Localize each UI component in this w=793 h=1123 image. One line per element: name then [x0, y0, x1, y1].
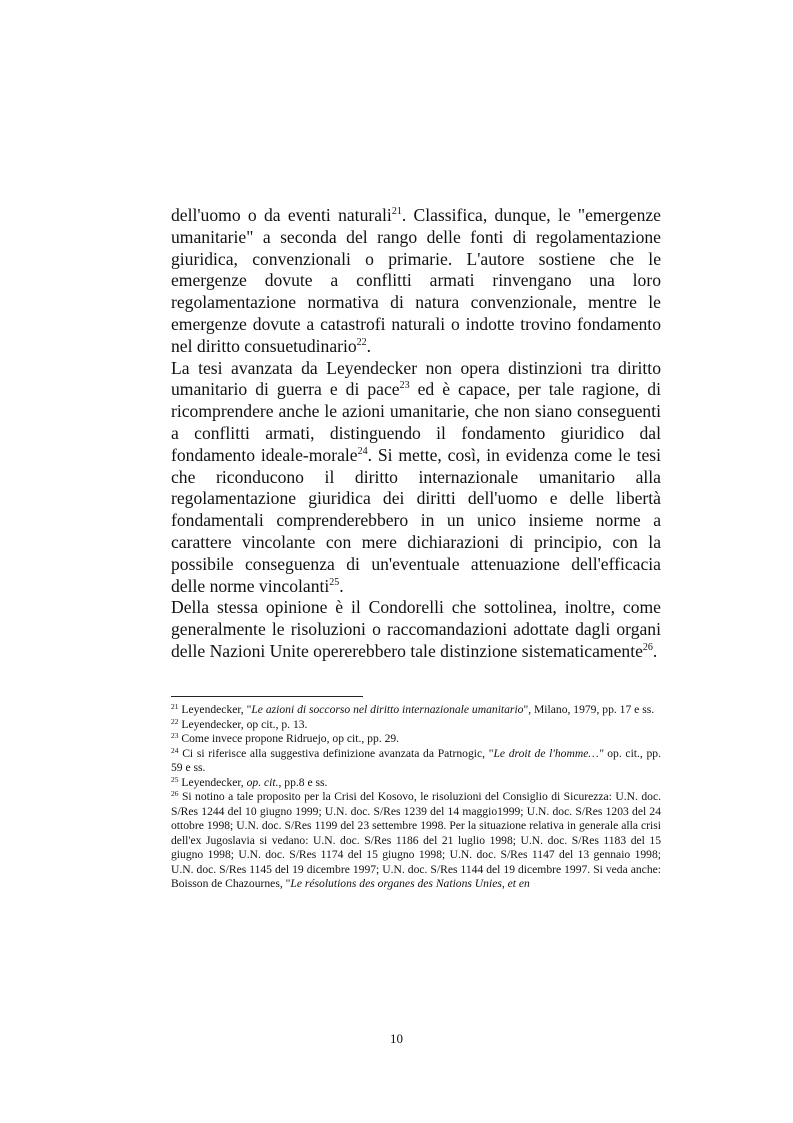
footnote-26: $^{26}$ Si notino a tale proposito per la Crisi del Kosovo, le risoluzioni del Consiglio di Sicurezza: U.N. doc. S/Res 1244 del 10 giugno 1999; U.N. doc. S/Res 1239 del 14 maggio1999; U.N. doc. S/Res 1203 del 24 ottobre 1998; U.N. doc. S/Res 1199 del 23 settembre 1998. Per la situazione relativa in generale alla crisi dell'ex Jugoslavia si vedano: U.N. doc. S/Res 1186 del 21 luglio 1998; U.N. doc. S/Res 1183 del 15 giugno 1998; U.N. doc. S/Res 1174 del 15 giugno 1998; U.N. doc. S/Res 1147 del 13 gennaio 1998; U.N. doc. S/Res 1145 del 19 dicembre 1997; U.N. doc. S/Res 1144 del 19 dicembre 1997. Si veda anche: Boisson de Chazournes, "Le résolutions des organes des Nations Unies, et en — [171, 789, 661, 890]
footnote-separator — [171, 696, 363, 697]
footnote-ref-24[interactable]: 24 — [357, 445, 368, 457]
footnote-21: $^{21}$ Leyendecker, "Le azioni di soccorso nel diritto internazionale umanitario", Milano, 1979, pp. 17 e ss. — [171, 702, 655, 716]
footnote-24: $^{24}$ Ci si riferisce alla suggestiva definizione avanzata da Patrnogic, "Le droit de l'homme…" op. cit., pp. 59 e ss. — [171, 745, 661, 774]
page-number: 10 — [390, 1031, 403, 1046]
footnote-25: $^{25}$ Leyendecker, op. cit., pp.8 e ss. — [171, 774, 328, 789]
main-text — [171, 205, 661, 663]
footnote-22: $^{22}$ Leyendecker, op cit., p. 13. — [171, 716, 308, 731]
paragraph-2: La tesi avanzata da Leyendecker non opera distinzioni tra diritto umanitario di guerra e di pace$^{23}$ ed è capace, per tale ragione, di ricomprendere anche le azioni umanitarie, che non siano conseguenti a conflitti armati, distinguendo il fondamento giuridico dal fondamento ideale-morale$^{24}$. Si mette, così, in evidenza come le tesi che riconducono il diritto internazionale umanitario alla regolamentazione giuridica dei diritti dell'uomo e delle libertà fondamentali comprenderebbero in un unico insieme norme a carattere vincolante con mere dichiarazioni di principio, con la possibile conseguenza di un'eventuale attenuazione dell'efficacia delle norme vincolanti$^{25}$. — [171, 357, 661, 596]
footnote-ref-26[interactable]: 26 — [642, 641, 653, 653]
footnote-ref-21[interactable]: 21 — [391, 206, 402, 217]
footnote-ref-23[interactable]: 23 — [399, 380, 410, 392]
footnote-23: $^{23}$ Come invece propone Ridruejo, op cit., pp. 29. — [171, 731, 400, 745]
footnote-ref-25[interactable]: 25 — [329, 576, 340, 588]
paragraph-1: dell'uomo o da eventi naturali$^{21}$. Classifica, dunque, le "emergenze umanitarie" a seconda del rango delle fonti di regolamentazione giuridica, convenzionali o primarie. L'autore sostiene che le emergenze dovute a conflitti armati rinvengano una loro regolamentazione normativa di natura convenzionale, mentre le emergenze dovute a catastrofi naturali o indotte trovino fondamento nel diritto consuetudinario$^{22}$. — [171, 205, 661, 356]
footnotes — [171, 703, 661, 892]
paragraph-3: Della stessa opinione è il Condorelli che sottolinea, inoltre, come generalmente le risoluzioni o raccomandazioni adottate dagli organi delle Nazioni Unite opererebbero tale distinzione sistematicamente$^{26}$. — [171, 597, 661, 661]
footnote-ref-22[interactable]: 22 — [356, 336, 367, 348]
